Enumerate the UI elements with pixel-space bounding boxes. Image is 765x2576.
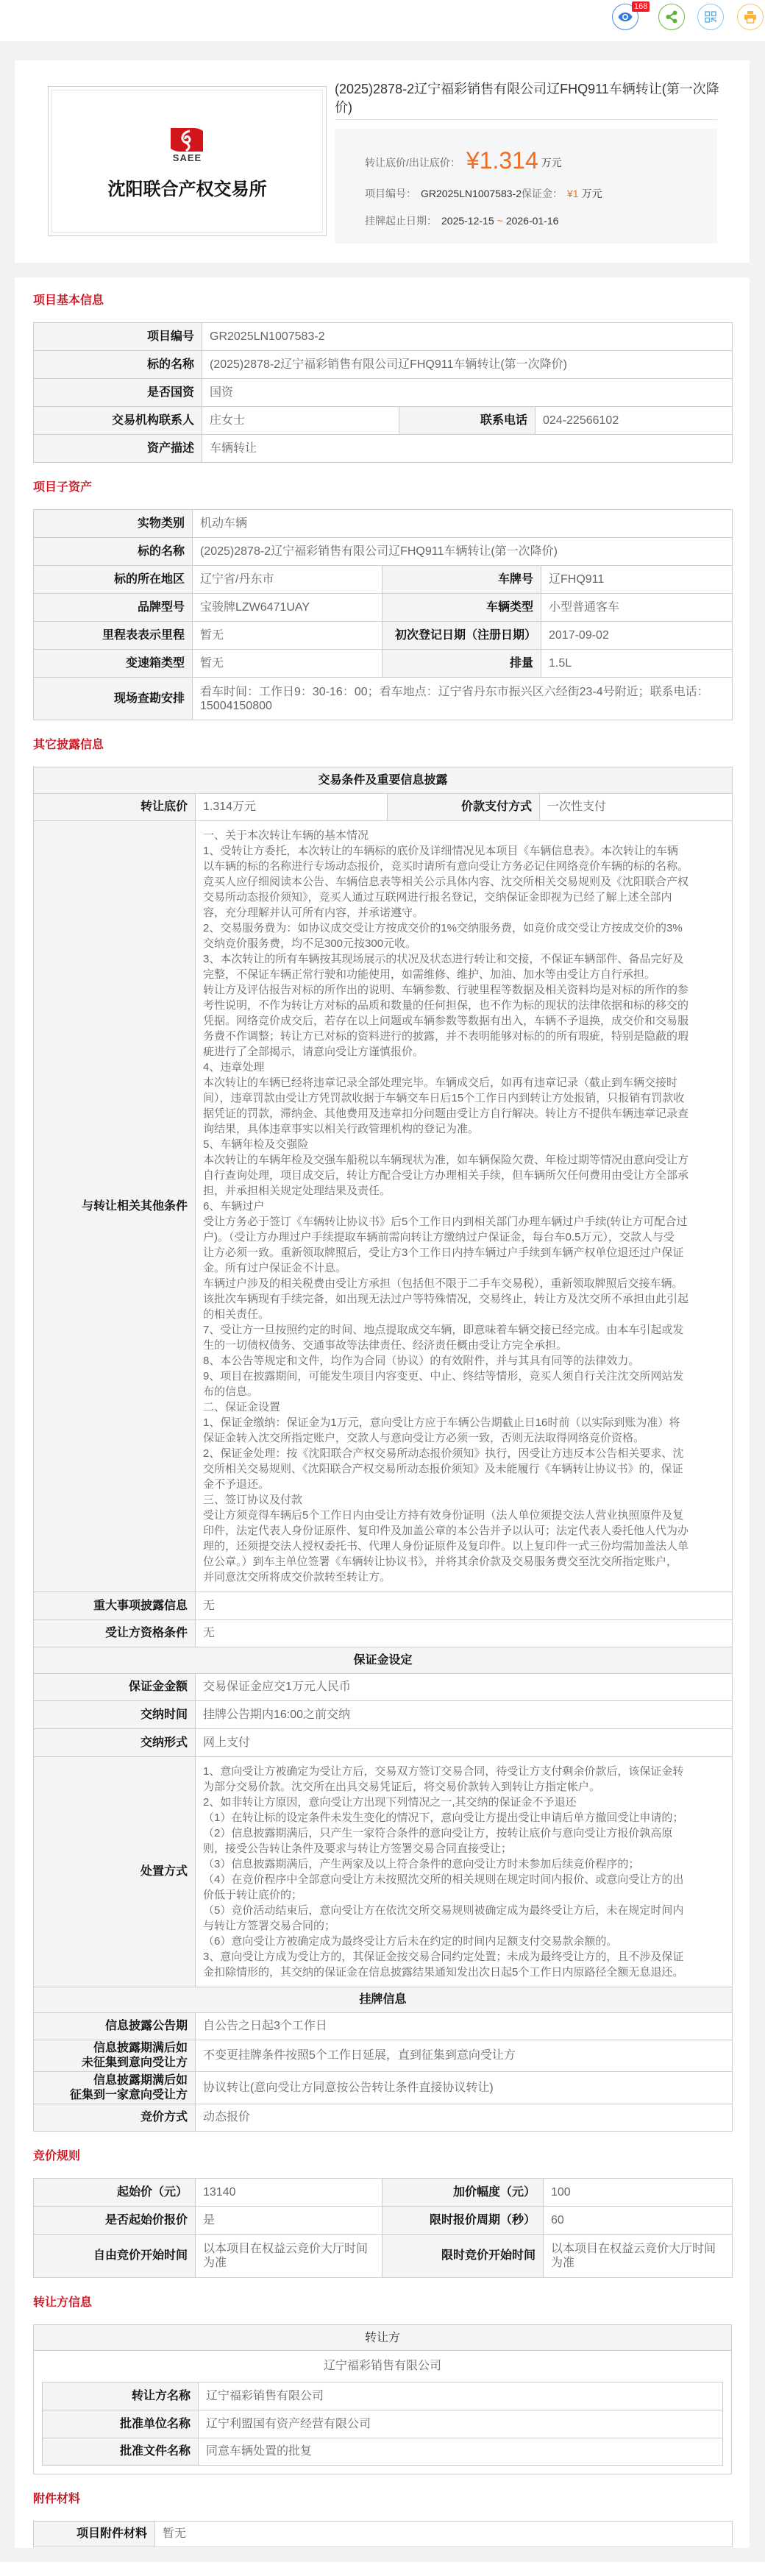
value-free-bid-start [196,2235,382,2278]
section-title-other-disclosure: 其它披露信息 [33,739,104,751]
value-contact-person: 庄女士 [202,407,399,435]
label-start-price-bid: 是否起始价报价 [34,2207,196,2235]
value-subject-name: (2025)2878-2辽宁福彩销售有限公司辽FHQ911车辆转让(第一次降价) [193,538,733,566]
logo-org-name: 沈阳联合产权交易所 [107,178,267,199]
value-displacement: 1.5L [541,650,733,678]
deposit-unit: 万元 [581,188,602,199]
label-no-bidder [34,2040,196,2072]
text-line: 本次转让的车辆已经将违章记录全部处理完毕。车辆成交后，如再有违章记录（截止到车辆交接时 [203,1076,678,1089]
other-disclosure-table [33,767,733,2132]
sub-assets-table [33,509,733,720]
text-line: 金扣除情形的，其交纳的保证金在信息披露结果通知发出次日起5个工作日内原路径全额无息退还。 [203,1966,684,1979]
deposit-amount: 1 [572,188,579,199]
label-one-bidder [34,2072,196,2104]
label-deposit-form: 交纳形式 [34,1729,196,1757]
text-line: 布的信息。 [203,1385,259,1398]
text-line: 本次转让的车辆年检及交强车船税以车辆现状为准，如车辆保险欠费、年检过期等情况由意向受让方 [203,1154,689,1166]
table-row [34,2072,733,2104]
table-row [34,2522,733,2547]
label-vehicle-type: 车辆类型 [382,594,541,622]
text-line: 三、签订协议及付款 [203,1494,303,1506]
label-subject-name: 标的名称 [34,538,193,566]
text-line: 6、车辆过户 [203,1200,265,1213]
value-start-price-bid: 是 [196,2207,382,2235]
label-disclosure-period: 信息披露公告期 [34,2013,196,2040]
table-row [34,351,733,379]
text-line: 价低于转让底价的； [203,1889,303,1901]
transferor-company-name: 辽宁福彩销售有限公司 [323,2360,441,2372]
table-row [34,1729,733,1757]
value-transfer-price: 1.314万元 [196,794,388,821]
text-line: 2、如非转让方原因，意向受让方出现下列情况之一,其交纳的保证金不予退还 [203,1796,577,1809]
table-row [34,1701,733,1729]
text-line: 询结果，具体违章事实以相关行政管理机构的登记为准。 [203,1123,480,1135]
print-icon [744,10,757,24]
text-line: 1、受转让方委托，本次转让的车辆标的底价及详细情况见本项目《车辆信息表》。本次转让的车辆 [203,845,678,857]
listing-start-date: 2025-12-15 [441,215,494,227]
text-line: 1、保证金缴纳：保证金为1万元，意向受让方应于车辆公告期截止日16时前（以实际到账为准）将 [203,1416,680,1429]
listing-end-date: 2026-01-16 [505,215,559,227]
table-row [34,1757,733,1987]
logo-mark-text: SAEE [172,152,202,163]
text-line: 的相关责任。 [203,1308,270,1321]
label-subject-name: 标的名称 [34,351,202,379]
transfer-price-label: 转让底价/出让底价： [365,157,460,168]
text-line: 1、意向受让方被确定为受让方后，交易双方签订交易合同，待受让方支付剩余价款后，该保证金转 [203,1765,684,1778]
text-line: （2）信息披露期满后，只产生一家符合条件的意向受让方，按转让底价与意向受让方报价孰高原 [203,1827,673,1839]
table-header-row [34,1647,733,1674]
project-title: (2025)2878-2辽宁福彩销售有限公司辽FHQ911车辆转让(第一次降价) [335,82,719,115]
value-deposit-amount: 交易保证金应交1万元人民币 [196,1674,733,1701]
project-number-row [365,185,602,202]
table-row [43,2382,723,2410]
table-row [34,1592,733,1620]
header-trade-conditions: 交易条件及重要信息披露 [34,767,733,794]
text-line: 并同意沈交所将成交价款转至转让方。 [203,1571,391,1583]
label-registration-date: 初次登记日期（注册日期） [382,622,541,650]
table-row [34,622,733,650]
text-line: 交易所动态报价须知》，竞买人通过互联网进行报名登记，交纳保证金即视为已经了解上述全部内 [203,891,672,904]
listing-date-separator: ~ [497,215,503,227]
table-row [34,2013,733,2040]
table-row [34,821,733,1592]
text-line: 担，并承担相关规定处理结果及责任。 [203,1185,391,1197]
value-deposit-time: 挂牌公告期内16:00之前交纳 [196,1701,733,1729]
value-registration-date: 2017-09-02 [541,622,733,650]
basic-info-table [33,322,733,463]
value-site-inspection [193,678,733,720]
label-approval-unit: 批准单位名称 [43,2410,199,2438]
text-line: 3、本次转让的所有车辆按其现场展示的状况及状态进行转让和交接，不保证车辆部件、备品完好及 [203,953,684,965]
header-deposit-settings: 保证金设定 [34,1647,733,1674]
table-row [34,1674,733,1701]
text-line: 交纳竞价服务费，均不足300元按300元收。 [203,937,417,950]
text-line: 交所相关交易规则、《沈阳联合产权交易所动态报价须知》及未能履行《车辆转让协议书》的，保证 [203,1463,683,1475]
share-icon [666,10,677,24]
value-brand-model: 宝骏牌LZW6471UAY [193,594,382,622]
label-start-price: 起始价（元） [34,2179,196,2207]
label-asset-description: 资产描述 [34,435,202,463]
text-line: 金不予退还。 [203,1478,270,1491]
value-bid-increment: 100 [544,2179,733,2207]
value-major-matters: 无 [196,1592,733,1620]
table-header-row [34,767,733,794]
text-line: 以车辆的标的名称进行专场动态报价，竞买时请所有意向受让方务必记住网络竞价车辆的标的名称。 [203,860,689,873]
text-line: 7、受让方一旦按照约定的时间、地点提取成交车辆，即意味着车辆交接已经完成。由本车引起或发 [203,1324,684,1336]
value-no-bidder: 不变更挂牌条件按照5个工作日延展，直到征集到意向受让方 [196,2040,733,2072]
table-row [34,2040,733,2072]
value-start-price: 13140 [196,2179,382,2207]
label-deposit-amount: 保证金金额 [34,1674,196,1701]
attachments-table [33,2521,733,2547]
transfer-price-unit: 万元 [541,157,562,168]
table-row [34,1620,733,1647]
section-title-basic-info: 项目基本信息 [33,294,104,307]
qrcode-icon [705,11,716,23]
text-line: 转让方及评估报告对标的所作出的说明、车辆参数、行驶里程等数据及相关资料均是对标的所作的参 [203,984,689,996]
text-line: 保证金转入沈交所指定账户，交款人与意向受让方必须一致，否则无法取得网络竞价资格。 [203,1432,645,1444]
deposit-label: 保证金： [522,188,563,199]
text-line: 2、交易服务费为：如协议成交受让方按成交价的1%交纳服务费，如竞价成交受让方按成交价的3% [203,922,683,934]
text-line: 2、保证金处理：按《沈阳联合产权交易所动态报价须知》执行，因受让方违反本公告相关要求、沈 [203,1447,684,1460]
section-title-sub-assets: 项目子资产 [33,481,93,494]
price-panel [335,129,717,244]
view-count-button[interactable] [612,2,648,30]
label-brand-model: 品牌型号 [34,594,193,622]
table-row [34,650,733,678]
text-line: （5）竞价活动结束后，意向受让方在依沈交所交易规则被确定成为最终受让方后，未在规定时间内 [203,1904,684,1917]
text-line: 生的一切债权债务、交通事故等法律责任、经济责任概由受让方完全承担。 [203,1339,568,1352]
value-other-conditions [196,821,733,1592]
text-line: 一、关于本次转让车辆的基本情况 [203,829,369,842]
table-row [34,2104,733,2132]
logo-frame [51,90,323,233]
label-free-bid-start: 自由竞价开始时间 [34,2235,196,2278]
value-bid-method: 动态报价 [196,2104,733,2132]
text-line: （1）在转让标的设定条件未发生变化的情况下，意向受让方提出受让申请后单方撤回受让申请的； [203,1812,684,1824]
label-disposal-method: 处置方式 [34,1757,196,1987]
project-number-label: 项目编号： [365,188,416,199]
table-row [34,2179,733,2207]
value-approval-unit: 辽宁利盟国有资产经营有限公司 [199,2410,723,2438]
text-line: 车辆过户涉及的相关税费由受让方承担（包括但不限于二手车交易税），重新领取牌照后交接车辆。 [203,1277,683,1290]
value-one-bidder: 协议转让(意向受让方同意按公告转让条件直接协议转让) [196,2072,733,2104]
text-line: 户)。（受让方办理过户手续提取车辆前需向转让方缴纳过户保证金，每台车0.5万元），交款人与受 [203,1231,675,1243]
text-line: 位公章。）到车主单位签署《车辆转让协议书》，并将其余价款及交易服务费交至沈交所指定账户， [203,1555,678,1568]
value-disposal-method [196,1757,733,1987]
text-line: 8、本公告等规定和文件，均作为合同（协议）的有效附件，并与其具有同等的法律效力。 [203,1355,640,1367]
table-row [34,407,733,435]
table-row [43,2438,723,2466]
page-body [0,41,765,2562]
text-line: 为部分交易价款。沈交所在出具交易凭证后，将交易价款转入到转让方指定帐户。 [203,1781,601,1793]
listing-period-row [365,212,558,230]
header-listing-info: 挂牌信息 [34,1987,733,2013]
label-mileage: 里程表表示里程 [34,622,193,650]
label-location: 标的所在地区 [34,566,193,594]
text-line: 自行查询处理，项目成交后，转让方配合受让方办理相关手续，但车辆所欠任何费用由受让方全部承 [203,1169,689,1182]
table-row [34,510,733,538]
value-timed-bid-start [544,2235,733,2278]
label-gearbox-type: 变速箱类型 [34,650,193,678]
label-bid-increment: 加价幅度（元） [382,2179,544,2207]
text-line: 4、违章处理 [203,1061,265,1074]
label-transfer-price: 转让底价 [34,794,196,821]
label-transferor-name: 转让方名称 [43,2382,199,2410]
eye-icon [618,12,633,22]
page-footer [0,2562,765,2576]
transfer-price-row [365,145,562,176]
label-line: 未征集到意向受让方 [81,2057,188,2069]
label-buyer-qualification: 受让方资格条件 [34,1620,196,1647]
text-line: 9、项目在披露期间，可能发生项目内容变更、中止、终结等情形，竞买人须自行关注沈交所网站发 [203,1370,684,1383]
table-row [34,2235,733,2278]
value-deposit-form: 网上支付 [196,1729,733,1757]
label-approval-document: 批准文件名称 [43,2438,199,2466]
value-subject-name: (2025)2878-2辽宁福彩销售有限公司辽FHQ911车辆转让(第一次降价) [202,351,733,379]
text-line: 受让方须竞得车辆后5个工作日内由受让方持有效身份证明（法人单位须提交法人营业执照原件及复 [203,1509,684,1522]
text-line: （3）信息披露期满后，产生两家及以上符合条件的意向受让方时未参加后续竞价程序的； [203,1858,640,1870]
value-plate-number: 辽FHQ911 [541,566,733,594]
value-vehicle-type: 小型普通客车 [541,594,733,622]
project-summary-card [15,60,750,263]
text-line: （4）在竞价程序中全部意向受让方未按照沈交所的相关规则在规定时间内报价、或意向受让方的出 [203,1873,684,1886]
site-inspection-line: 15004150800 [200,699,272,712]
site-inspection-line: 看车时间：工作日9：30-16：00；看车地点：辽宁省丹东市振兴区六经街23-4号附近；联系电话： [200,685,709,698]
text-line: 务费不作调整；转让方已对标的资料进行的披露，并不表明能够对标的的所有瑕疵，特别是隐蔽的瑕 [203,1030,689,1043]
value-disclosure-period: 自公告之日起3个工作日 [196,2013,733,2040]
top-toolbar [0,0,765,41]
text-line: 疵进行了全部揭示，请意向受让方谨慎报价。 [203,1046,424,1058]
share-button[interactable] [658,4,685,30]
view-count-badge: 168 [632,1,650,12]
text-line: （6）意向受让方被确定成为最终受让方后未在约定的时间内足额支付交易款余额的。 [203,1935,618,1948]
text-line: 二、保证金设置 [203,1401,281,1413]
text-line: 完整，不保证车辆正常行驶和功能使用，如需维修、维护、加油、加水等由受让方自行承担。 [203,968,656,981]
transfer-price-amount: 1.314 [479,147,538,174]
value-asset-category: 机动车辆 [193,510,733,538]
text-line: 间），违章罚款由受让方凭罚款收据于车辆交车日后15个工作日内到转让方处报销，只报销有罚款收 [203,1092,685,1104]
transferor-box [33,2324,732,2474]
label-major-matters: 重大事项披露信息 [34,1592,196,1620]
text-line: 理的，还须提交法人授权委托书、代理人身份证原件及复印件。以上复印件一式三份均需加盖法人单 [203,1540,689,1553]
value-payment-method: 一次性支付 [540,794,733,821]
label-other-conditions: 与转让相关其他条件 [34,821,196,1592]
value-project-attachments: 暂无 [155,2522,733,2547]
title-divider [335,119,717,120]
table-row [34,566,733,594]
bidding-rules-table [33,2178,733,2278]
deposit-currency: ¥ [567,188,573,199]
label-bid-method: 竞价方式 [34,2104,196,2132]
transferor-table [42,2382,723,2466]
value-contact-phone: 024-22566102 [536,407,733,435]
exchange-logo [48,86,327,236]
label-line: 信息披露期满后如 [93,2073,188,2087]
table-row [34,323,733,351]
label-line: 信息披露期满后如 [93,2042,188,2054]
label-payment-method: 价款支付方式 [388,794,540,821]
text-line: 该批次车辆现有手续完备，如出现无法过户等特殊情况，交易终止，转让方及沈交所不承担由此引起 [203,1293,689,1305]
text-line: 凭据。网络竞价成交后，若存在以上问题或车辆参数等数据有出入，车辆不予退换，成交价和交易服 [203,1015,689,1027]
value-project-no: GR2025LN1007583-2 [202,323,733,351]
timed-bid-start-text: 以本项目在权益云竞价大厅时间为准 [551,2243,716,2269]
saee-logo-icon [169,127,204,153]
text-line: 则，接受公告转让条件及要求与转让方签署交易合同直接受让； [203,1842,513,1855]
label-contact-phone: 联系电话 [399,407,536,435]
listing-period-label: 挂牌起止日期： [365,215,437,227]
label-contact-person: 交易机构联系人 [34,407,202,435]
value-state-owned: 国资 [202,379,733,407]
section-title-bidding-rules: 竞价规则 [33,2150,81,2162]
label-timed-bid-start: 限时竞价开始时间 [382,2235,544,2278]
label-displacement: 排量 [382,650,541,678]
label-state-owned: 是否国资 [34,379,202,407]
transfer-price-currency: ¥ [466,147,480,174]
print-button[interactable] [737,4,764,30]
table-row [34,538,733,566]
transferor-header: 转让方 [34,2325,731,2351]
text-line: 考性说明，不作为转让方对标的品质和数量的任何担保，也不作为标的现状的法律依据和标的移交的 [203,999,689,1012]
value-approval-document: 同意车辆处置的批复 [199,2438,723,2466]
value-buyer-qualification: 无 [196,1620,733,1647]
text-line: 金。所有过户保证金不计息。 [203,1262,347,1274]
text-line: 竞买人应仔细阅读本公告、车辆信息表等相关公示具体内容、沈交所相关交易规则及《沈阳联合产权 [203,876,689,888]
text-line: 容，充分理解并认可所有内容，并承诺遵守。 [203,906,424,919]
label-line: 征集到一家意向受让方 [69,2088,188,2101]
section-title-attachments: 附件材料 [33,2493,81,2505]
label-asset-category: 实物类别 [34,510,193,538]
table-row [34,435,733,463]
free-bid-start-text: 以本项目在权益云竞价大厅时间为准 [203,2243,369,2269]
table-row [43,2410,723,2438]
section-title-transferor: 转让方信息 [33,2296,93,2309]
qrcode-button[interactable] [697,4,724,30]
text-line: 印件，法定代表人身份证原件、复印件及加盖公章的本公告并予以认可；法定代表人委托他人代为办 [203,1525,689,1537]
value-location: 辽宁省/丹东市 [193,566,382,594]
value-transferor-name: 辽宁福彩销售有限公司 [199,2382,723,2410]
table-row [34,379,733,407]
project-number-value: GR2025LN1007583-2 [421,188,522,199]
label-plate-number: 车牌号 [382,566,541,594]
label-deposit-time: 交纳时间 [34,1701,196,1729]
value-timed-bid-cycle: 60 [544,2207,733,2235]
text-line: 3、意向受让方成为受让方的，其保证金按交易合同约定处置；未成为最终受让方的，且不涉及保证 [203,1951,684,1963]
table-row [34,594,733,622]
value-asset-description: 车辆转让 [202,435,733,463]
text-line: 让方必须一致。重新领取牌照后，受让方3个工作日内持车辆过户手续到车辆产权单位退还过户保证 [203,1246,684,1259]
label-site-inspection: 现场查勘安排 [34,678,193,720]
table-row [34,678,733,720]
text-line: 据凭证的罚款，滞纳金、其他费用及违章扣分问题由受让方自行解决。转让方不提供车辆违章记录查 [203,1107,689,1120]
table-header-row [34,1987,733,2013]
label-project-no: 项目编号 [34,323,202,351]
text-line: 受让方务必于签订《车辆转让协议书》后5个工作日内到相关部门办理车辆过户手续(转让方可配合过 [203,1216,688,1228]
value-mileage: 暂无 [193,622,382,650]
label-project-attachments: 项目附件材料 [34,2522,155,2547]
table-row [34,794,733,821]
text-line: 与转让方签署交易合同的； [203,1920,336,1932]
label-timed-bid-cycle: 限时报价周期（秒） [382,2207,544,2235]
text-line: 5、车辆年检及交强险 [203,1138,309,1151]
value-gearbox-type: 暂无 [193,650,382,678]
table-row [34,2207,733,2235]
project-details-card [15,277,750,2548]
